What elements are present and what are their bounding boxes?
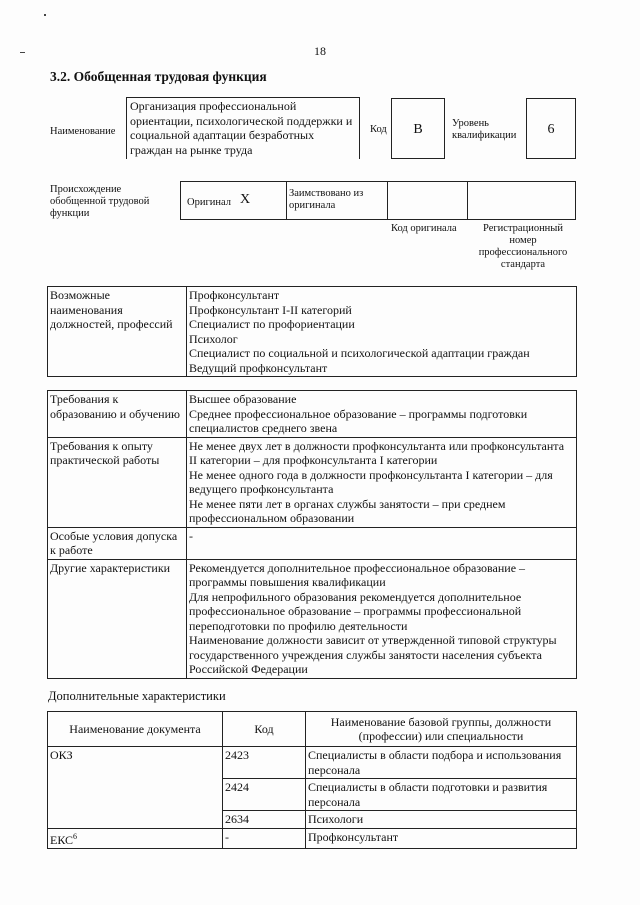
table-row: [48, 437, 577, 527]
req-line: Наименование должности зависит от утвержденной типовой структуры государственного учреждения службы занятости населения субъекта Российской Федерации: [189, 633, 557, 676]
list-item: Специалист по профориентации: [189, 317, 355, 331]
okz-name: Специалисты в области подбора и использования персонала: [306, 747, 577, 779]
name-label: Наименование: [50, 126, 116, 137]
table-header-row: [48, 712, 577, 747]
reg-number-caption: Регистрационный номер профессионального стандарта: [478, 223, 568, 270]
eks-name: Профконсультант: [306, 828, 577, 849]
section-title: 3.2. Обобщенная трудовая функция: [50, 69, 267, 84]
req-line: Не менее пяти лет в органах службы занятости – при среднем профессиональном образовании: [189, 496, 506, 525]
additional-table: [47, 711, 577, 849]
col-header-document: Наименование документа: [48, 712, 223, 747]
okz-code: 2634: [223, 811, 306, 829]
positions-table: [47, 286, 577, 377]
original-label: Оригинал: [187, 197, 231, 208]
req-label: Требования к образованию и обучению: [48, 391, 187, 438]
list-item: Профконсультант I-II категорий: [189, 302, 352, 317]
okz-code: 2423: [223, 747, 306, 779]
req-line: Не менее двух лет в должности профконсультанта или профконсультанта II категории – для профконсультанта I категории: [189, 438, 565, 467]
footnote-marker: 6: [73, 831, 78, 841]
list-item: Профконсультант: [189, 288, 280, 302]
code-value: B: [391, 98, 445, 159]
req-label: Требования к опыту практической работы: [48, 437, 187, 527]
table-row: [48, 747, 577, 779]
eks-label: ЕКС$^6$: [48, 828, 223, 849]
level-label: Уровень квалификации: [452, 118, 517, 141]
req-line: Среднее профессиональное образование – программы подготовки специалистов среднего звена: [189, 406, 528, 435]
original-mark: X: [240, 192, 251, 207]
eks-code: -: [223, 828, 306, 849]
requirements-table: [47, 390, 577, 679]
req-label: Особые условия допуска к работе: [48, 527, 187, 559]
list-item: Психолог: [189, 331, 238, 346]
level-value: 6: [526, 98, 576, 159]
col-header-group: Наименование базовой группы, должности (профессии) или специальности: [306, 712, 577, 747]
req-label: Другие характеристики: [48, 559, 187, 678]
additional-title: Дополнительные характеристики: [48, 689, 226, 703]
positions-list: [187, 287, 577, 377]
okz-name: Психологи: [306, 811, 577, 829]
okz-code: 2424: [223, 779, 306, 811]
req-line: Не менее одного года в должности профконсультанта I категории – для ведущего профконсультанта: [189, 467, 553, 496]
req-line: Для непрофильного образования рекомендуется дополнительное профессиональное образование – программы профессиональной переподготовки по профилю деятельности: [189, 589, 522, 633]
table-row: [48, 828, 577, 849]
code-original-caption: Код оригинала: [391, 223, 457, 234]
list-item: Ведущий профконсультант: [189, 360, 328, 375]
okz-label: ОКЗ: [48, 747, 223, 829]
positions-label: Возможные наименования должностей, профессий: [48, 287, 187, 377]
page-number: 18: [314, 44, 326, 58]
table-row: [48, 391, 577, 438]
req-line: -: [189, 528, 193, 543]
scan-speck: [44, 14, 46, 16]
code-label: Код: [370, 124, 387, 135]
table-row: [48, 559, 577, 678]
req-line: Высшее образование: [189, 392, 297, 406]
col-header-code: Код: [223, 712, 306, 747]
function-name: Организация профессиональной ориентации, психологической поддержки и социальной адаптации безработных граждан на рынке труда: [126, 97, 360, 159]
table-row: [48, 527, 577, 559]
origin-label: Происхождение обобщенной трудовой функции: [50, 184, 150, 219]
req-line: Рекомендуется дополнительное профессиональное образование – программы повышения квалификации: [189, 560, 526, 589]
list-item: Специалист по социальной и психологической адаптации граждан: [189, 346, 530, 360]
okz-name: Специалисты в области подготовки и развития персонала: [306, 779, 577, 811]
borrowed-label: Заимствовано из оригинала: [289, 188, 364, 211]
